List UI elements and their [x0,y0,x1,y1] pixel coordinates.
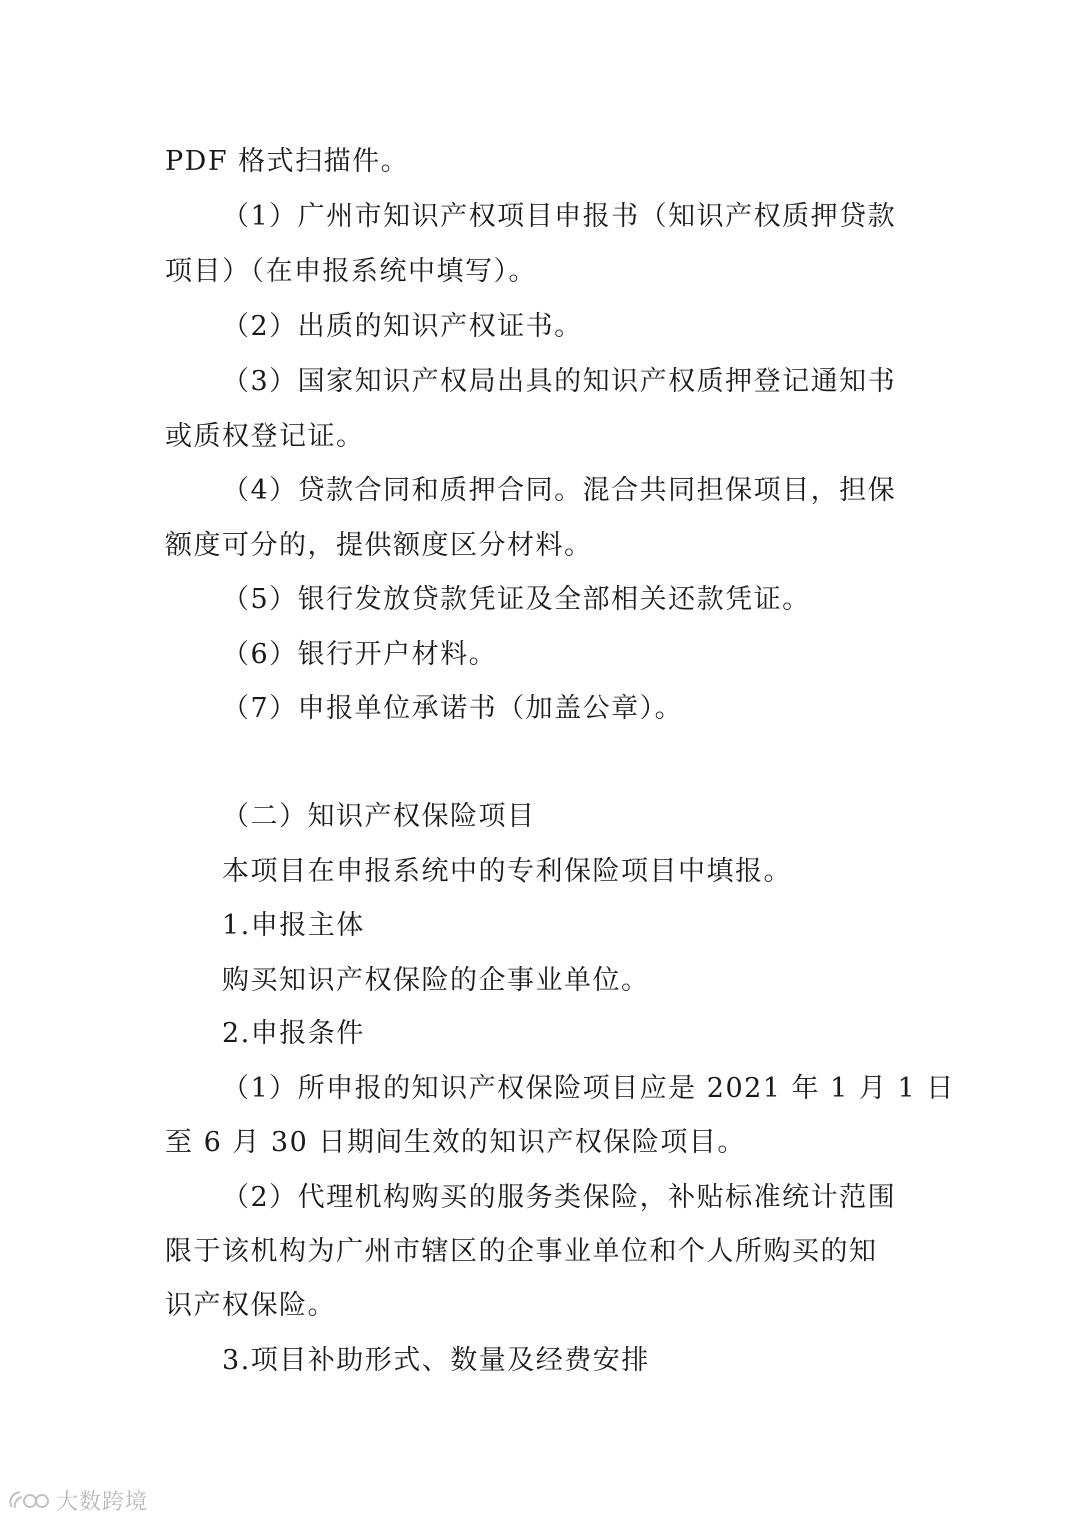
text-line: （1）广州市知识产权项目申报书（知识产权质押贷款 [222,201,897,232]
text-line: 至 6 月 30 日期间生效的知识产权保险项目。 [165,1127,746,1158]
text-line: （1）所申报的知识产权保险项目应是 2021 年 1 月 1 日 [222,1073,955,1104]
subsection-heading: 1.申报主体 [222,910,365,941]
watermark-text: 大数跨境 [56,1489,149,1515]
text-line: 项目）（在申报系统中填写）。 [165,256,537,287]
watermark [6,1484,148,1516]
text-line: （4）贷款合同和质押合同。混合共同担保项目，担保 [222,475,897,506]
text-line: PDF 格式扫描件。 [165,146,410,177]
section-heading: （二）知识产权保险项目 [222,801,536,832]
text-line: 购买知识产权保险的企事业单位。 [222,965,650,996]
text-line: （5）银行发放贷款凭证及全部相关还款凭证。 [222,584,811,615]
subsection-heading: 3.项目补助形式、数量及经费安排 [222,1345,650,1376]
text-line: 或质权登记证。 [165,421,365,452]
text-line: 本项目在申报系统中的专利保险项目中填报。 [222,856,792,887]
subsection-heading: 2.申报条件 [222,1018,365,1049]
text-line: （2）出质的知识产权证书。 [222,311,583,342]
text-line: 限于该机构为广州市辖区的企事业单位和个人所购买的知 [165,1236,878,1267]
weibo-logo-icon [6,1487,52,1513]
text-line: 额度可分的，提供额度区分材料。 [165,530,593,561]
text-line: （3）国家知识产权局出具的知识产权质押登记通知书 [222,366,897,397]
text-line: （2）代理机构购买的服务类保险，补贴标准统计范围 [222,1182,897,1213]
text-line: 识产权保险。 [165,1290,336,1321]
text-line: （6）银行开户材料。 [222,639,498,670]
text-line: （7）申报单位承诺书（加盖公章）。 [222,693,684,724]
